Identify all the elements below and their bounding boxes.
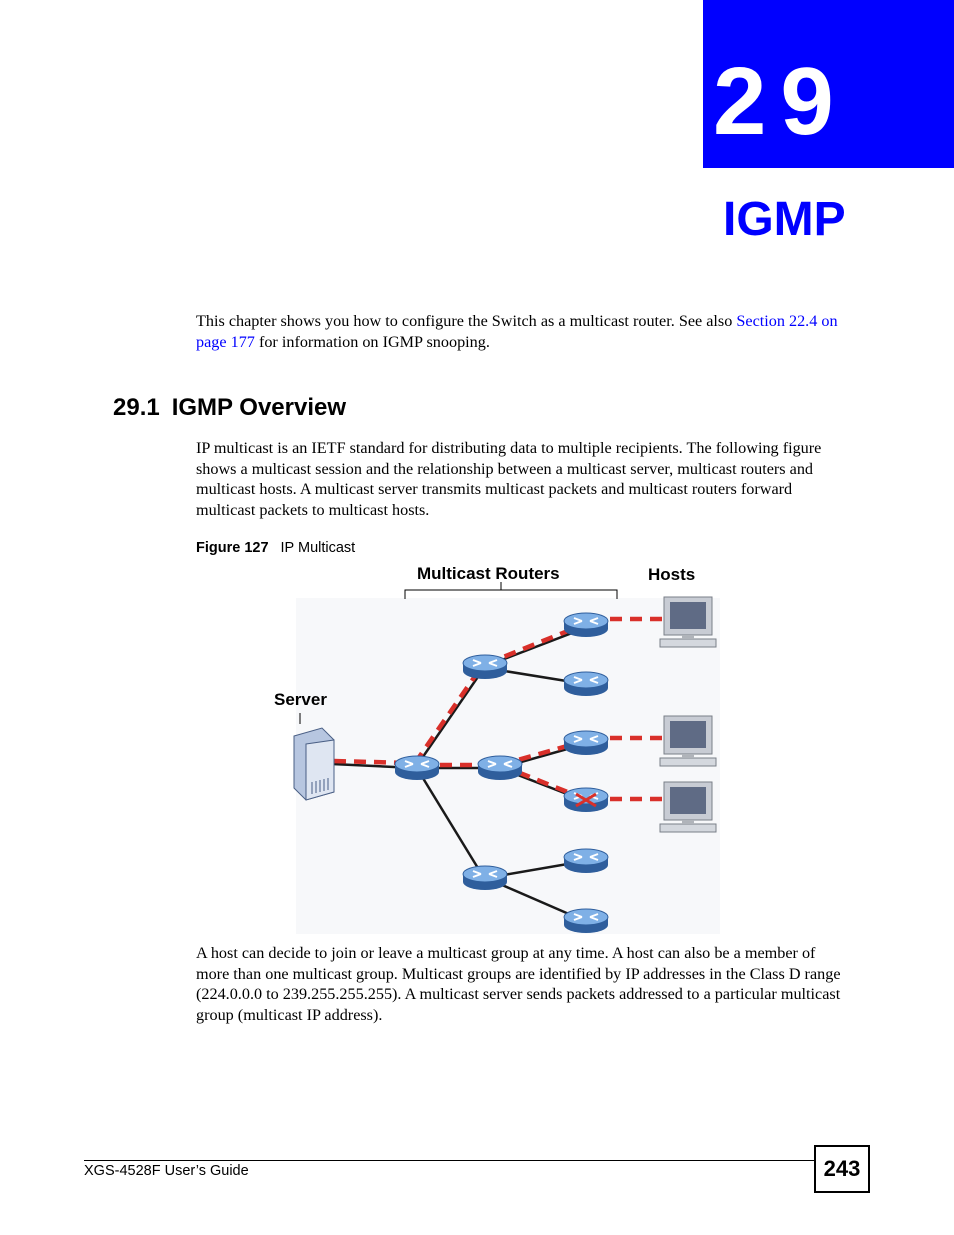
router-edge-3-icon [564, 731, 608, 755]
router-lower-icon [463, 866, 507, 890]
overview-paragraph: IP multicast is an IETF standard for distributing data to multiple recipients. The following figure shows a multicast session and the relationship between a multicast server, multicast routers and multicast hosts. A multicast server transmits multicast packets and multicast routers forward multicast packets to multicast hosts. [196, 439, 822, 519]
intro-text-after: for information on IGMP snooping. [254, 332, 490, 351]
footer-guide-title: XGS-4528F User’s Guide [84, 1163, 249, 1179]
section-link[interactable]: Section 22.4 on page 177 [196, 312, 838, 351]
host-computer-3-icon [660, 782, 716, 832]
routers-label: Multicast Routers [417, 564, 560, 583]
figure-caption-text: IP Multicast [280, 540, 356, 556]
section-number: 29.1 [113, 394, 160, 421]
router-edge-6-icon [564, 909, 608, 933]
intro-text-before: This chapter shows you how to configure the Switch as a multicast router. See also [196, 312, 737, 330]
chapter-number: 29 [713, 48, 848, 155]
host-computer-1-icon [660, 597, 716, 647]
router-middle-icon [478, 756, 522, 780]
page-number: 243 [814, 1145, 870, 1193]
server-icon [294, 728, 334, 800]
figure-caption [196, 538, 355, 558]
host-computer-2-icon [660, 716, 716, 766]
chapter-title: IGMP [723, 193, 846, 246]
router-edge-5-icon [564, 849, 608, 873]
router-upper-icon [463, 655, 507, 679]
section-heading [113, 392, 346, 424]
routers-bracket [405, 582, 617, 599]
ip-multicast-diagram [260, 556, 730, 938]
host-paragraph: A host can decide to join or leave a multicast group at any time. A host can also be a member of more than one multicast group. Multicast groups are identified by IP addresses in the Class D range (224.0.0.0 to 239.255.255.255). A multicast server sends packets addressed to a particular multicast group (multicast IP address). [196, 944, 841, 1024]
hosts-label: Hosts [648, 565, 696, 584]
figure-number: Figure 127 [196, 540, 269, 556]
router-edge-1-icon [564, 613, 608, 637]
router-edge-2-icon [564, 672, 608, 696]
router-core-icon [395, 756, 439, 780]
section-title: IGMP Overview [171, 394, 347, 421]
intro-paragraph [196, 311, 846, 352]
server-label: Server [274, 690, 327, 709]
